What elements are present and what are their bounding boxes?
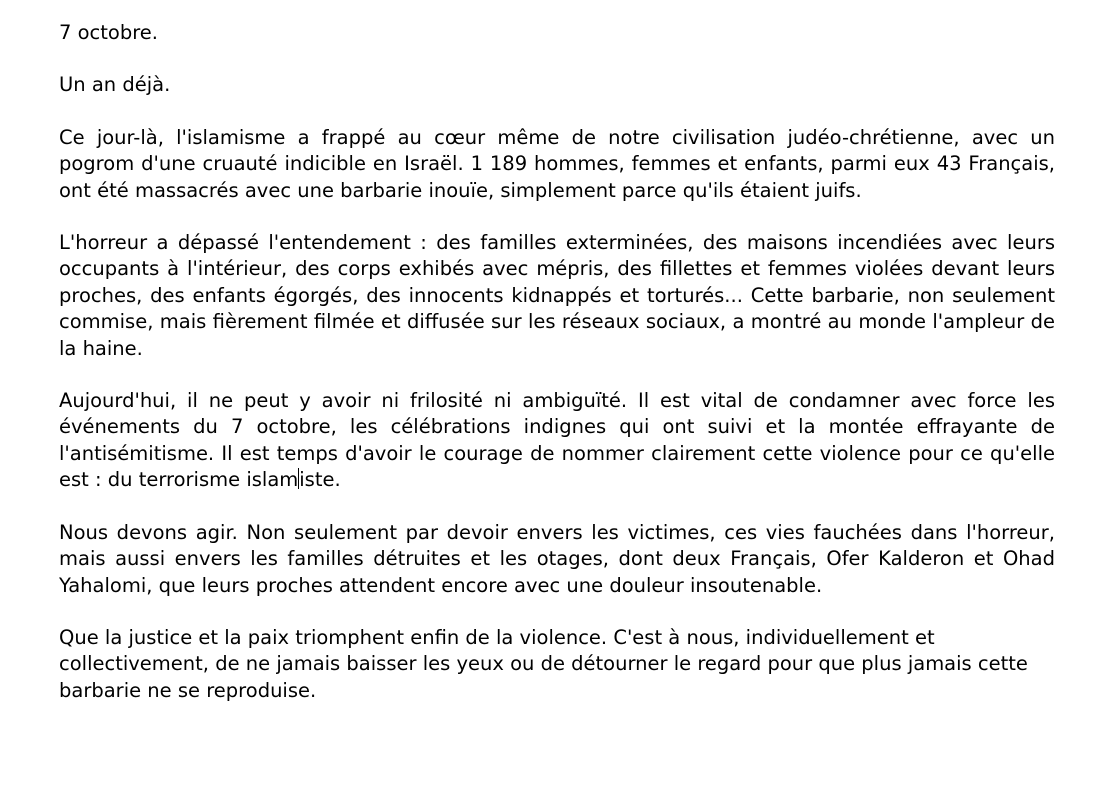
document-body[interactable] (59, 20, 1055, 730)
paragraph-3-text-after-cursor: iste. (299, 468, 341, 492)
paragraph-1: Ce jour-là, l'islamisme a frappé au cœur même de notre civilisation judéo-chrétienne, avec un pogrom d'une cruauté indicible en Israël. 1 189 hommes, femmes et enfants, parmi eux 43 Français, ont été massacrés avec une barbarie inouïe, simplement parce qu'ils étaient juifs. (59, 125, 1055, 202)
paragraph-3-text-before-cursor: Aujourd'hui, il ne peut y avoir ni frilosité ni ambiguïté. Il est vital de condamner avec force les événements du 7 octobre, les célébrations indignes qui ont suivi et la montée effrayante de l'antisémitisme. Il est temps d'avoir le courage de nommer clairement cette violence pour ce qu'elle est : du terrorisme islam (59, 389, 1055, 492)
date-line: 7 octobre. (59, 21, 158, 44)
paragraph-2: L'horreur a dépassé l'entendement : des familles exterminées, des maisons incendiées avec leurs occupants à l'intérieur, des corps exhibés avec mépris, des fillettes et femmes violées devant leurs proches, des enfants égorgés, des innocents kidnappés et torturés... Cette barbarie, non seulement commise, mais fièrement filmée et diffusée sur les réseaux sociaux, a montré au monde l'ampleur de la haine. (59, 231, 1055, 360)
paragraph-3 (59, 388, 1055, 494)
paragraph-4: Nous devons agir. Non seulement par devoir envers les victimes, ces vies fauchées dans l'horreur, mais aussi envers les familles détruites et les otages, dont deux Français, Ofer Kalderon et Ohad Yahalomi, que leurs proches attendent encore avec une douleur insoutenable. (59, 520, 1055, 597)
paragraph-5: Que la justice et la paix triomphent enfin de la violence. C'est à nous, individuellement et collectivement, de ne jamais baisser les yeux ou de détourner le regard pour que plus jamais cette barbarie ne se reproduise. (59, 625, 1028, 702)
intro-line: Un an déjà. (59, 73, 171, 97)
